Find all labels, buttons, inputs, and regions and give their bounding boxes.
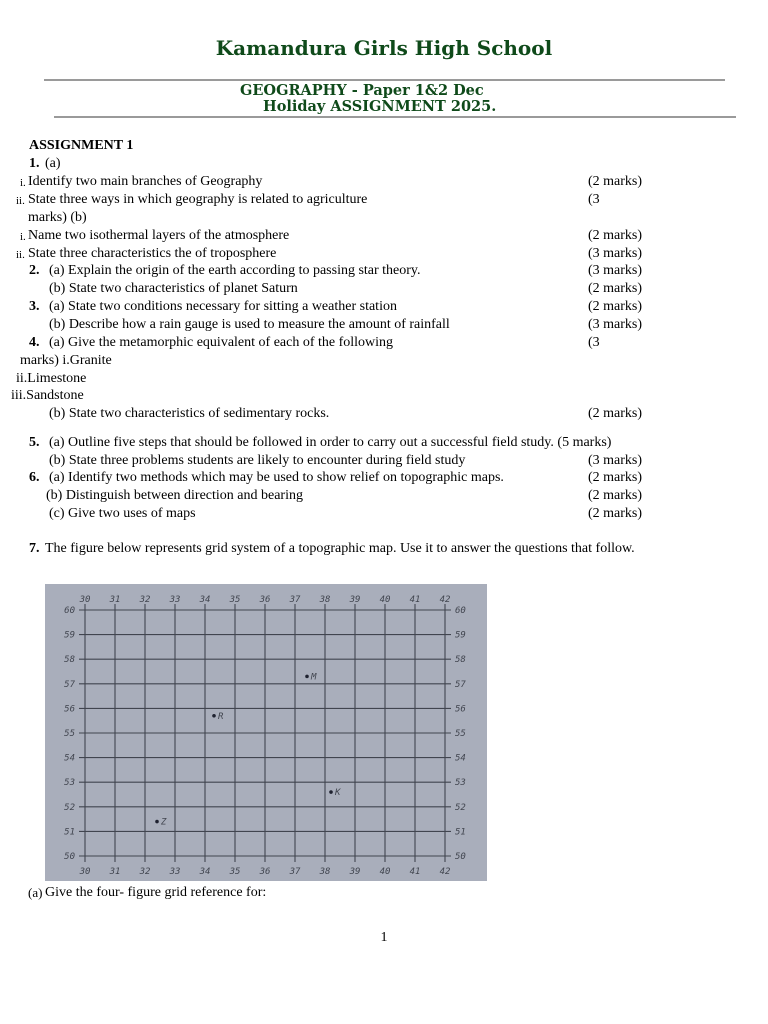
marks-label: (3	[588, 335, 600, 350]
grid-bottom-label: 41	[409, 867, 421, 877]
grid-left-label: 51	[64, 827, 75, 838]
grid-right-label: 55	[455, 729, 466, 739]
grid-bottom-label: 32	[139, 867, 151, 877]
marks-label: (2 marks)	[588, 281, 643, 296]
grid-point-marker	[305, 675, 309, 679]
grid-point-marker	[155, 820, 159, 824]
grid-left-label: 59	[64, 630, 75, 641]
grid-point-label: M	[311, 672, 317, 683]
grid-bottom-label: 36	[259, 867, 271, 877]
subject-line: GEOGRAPHY - Paper 1&2 Dec	[240, 82, 484, 99]
grid-top-label: 35	[229, 595, 241, 605]
grid-top-label: 39	[349, 595, 361, 605]
question-number: 6.	[29, 470, 40, 485]
question-number: 3.	[29, 299, 40, 314]
sub-item-number: i.	[20, 231, 26, 243]
grid-bottom-label: 33	[169, 867, 181, 877]
grid-bottom-label: 37	[289, 867, 301, 877]
question-text: (b) Describe how a rain gauge is used to measure the amount of rainfall	[49, 317, 450, 332]
grid-top-label: 32	[139, 595, 151, 605]
marks-label: (3	[588, 192, 600, 207]
marks-label: (3 marks)	[588, 317, 643, 332]
marks-label: (2 marks)	[588, 299, 643, 314]
marks-label: (2 marks)	[588, 406, 643, 421]
header-divider-bottom	[54, 116, 736, 118]
question-text: Identify two main branches of Geography	[28, 174, 263, 189]
list-item: ii.Limestone	[16, 371, 87, 386]
sub-item-number: i.	[20, 177, 26, 189]
grid-bottom-label: 34	[199, 867, 211, 877]
grid-top-label: 33	[169, 595, 181, 605]
question-number: 2.	[29, 263, 40, 278]
grid-right-label: 57	[455, 679, 466, 690]
question-number: 1.	[29, 156, 40, 171]
question-text: State three characteristics the of troposphere	[28, 246, 277, 261]
marks-label: (3 marks)	[588, 246, 643, 261]
grid-top-label: 38	[319, 595, 331, 605]
marks-label: (3 marks)	[588, 453, 643, 468]
grid-top-label: 41	[409, 595, 421, 605]
sub-item-number: ii.	[16, 195, 25, 207]
grid-point-label: R	[218, 711, 224, 722]
grid-top-label: 37	[289, 595, 301, 605]
question-number: 7.	[29, 541, 40, 556]
grid-top-label: 31	[109, 595, 121, 605]
question-text: (a) Outline five steps that should be followed in order to carry out a successful field study. (5 marks)	[49, 435, 612, 450]
question-text: (b) State two characteristics of planet Saturn	[49, 281, 298, 296]
question-text: The figure below represents grid system of a topographic map. Use it to answer the questions that follow.	[45, 541, 635, 556]
question-text: (a) State two conditions necessary for sitting a weather station	[49, 299, 397, 314]
question-number: 5.	[29, 435, 40, 450]
marks-label: (2 marks)	[588, 488, 643, 503]
question-text-continued: marks) (b)	[28, 210, 87, 225]
grid-left-label: 60	[64, 606, 75, 616]
grid-left-label: 53	[64, 778, 75, 789]
grid-point-label: Z	[161, 817, 167, 828]
question-text: (b) State two characteristics of sedimentary rocks.	[49, 406, 330, 421]
marks-label: (2 marks)	[588, 470, 643, 485]
grid-left-label: 50	[64, 852, 75, 862]
grid-left-label: 52	[64, 802, 75, 813]
grid-bottom-label: 35	[229, 867, 241, 877]
marks-label: (3 marks)	[588, 263, 643, 278]
marks-label: (2 marks)	[588, 506, 643, 521]
question-text: (b) State three problems students are likely to encounter during field study	[49, 453, 466, 468]
grid-right-label: 51	[455, 827, 466, 838]
question-text: (a) Give the metamorphic equivalent of each of the following	[49, 335, 394, 350]
question-text: (c) Give two uses of maps	[49, 506, 196, 521]
grid-top-label: 42	[439, 595, 451, 605]
question-text: Give the four- figure grid reference for:	[45, 885, 267, 900]
grid-right-label: 56	[455, 704, 466, 715]
grid-left-label: 57	[64, 679, 75, 690]
grid-right-label: 52	[455, 802, 466, 813]
grid-map-photo	[45, 584, 487, 881]
grid-top-label: 30	[79, 595, 91, 605]
grid-right-label: 59	[455, 630, 466, 641]
question-text: Name two isothermal layers of the atmosphere	[28, 228, 290, 243]
page-number: 1	[380, 930, 388, 945]
grid-right-label: 50	[455, 852, 466, 862]
grid-right-label: 58	[455, 655, 466, 666]
grid-bottom-label: 39	[349, 867, 361, 877]
grid-right-label: 60	[455, 606, 466, 616]
sub-item-number: ii.	[16, 249, 25, 261]
list-item: iii.Sandstone	[11, 388, 84, 403]
grid-bottom-label: 40	[379, 867, 391, 877]
question-text: (a) Identify two methods which may be used to show relief on topographic maps.	[49, 470, 504, 485]
question-text: (a) Explain the origin of the earth according to passing star theory.	[49, 263, 421, 278]
assignment-line: Holiday ASSIGNMENT 2025.	[263, 98, 497, 115]
marks-label: (2 marks)	[588, 174, 643, 189]
grid-point-marker	[329, 790, 333, 794]
grid-top-label: 34	[199, 595, 211, 605]
school-title: Kamandura Girls High School	[215, 36, 553, 60]
grid-left-label: 58	[64, 655, 75, 666]
grid-map-figure	[45, 584, 487, 881]
question-part-label: (a)	[45, 156, 61, 171]
header-divider-top	[44, 79, 725, 81]
grid-left-label: 54	[64, 753, 75, 764]
question-number: 4.	[29, 335, 40, 350]
assignment-heading: ASSIGNMENT 1	[29, 138, 134, 153]
grid-right-label: 53	[455, 778, 466, 789]
grid-top-label: 40	[379, 595, 391, 605]
grid-point-label: K	[335, 788, 341, 799]
question-text-continued: marks) i.Granite	[20, 353, 112, 368]
question-text: (b) Distinguish between direction and bearing	[46, 488, 303, 503]
question-text: State three ways in which geography is related to agriculture	[28, 192, 368, 207]
grid-top-label: 36	[259, 595, 271, 605]
grid-right-label: 54	[455, 753, 466, 764]
grid-bottom-label: 31	[109, 867, 121, 877]
grid-bottom-label: 38	[319, 867, 331, 877]
sub-question-label: (a)	[28, 885, 43, 900]
grid-bottom-label: 30	[79, 867, 91, 877]
grid-bottom-label: 42	[439, 867, 451, 877]
grid-left-label: 56	[64, 704, 75, 715]
marks-label: (2 marks)	[588, 228, 643, 243]
grid-left-label: 55	[64, 729, 75, 739]
grid-point-marker	[212, 714, 216, 718]
